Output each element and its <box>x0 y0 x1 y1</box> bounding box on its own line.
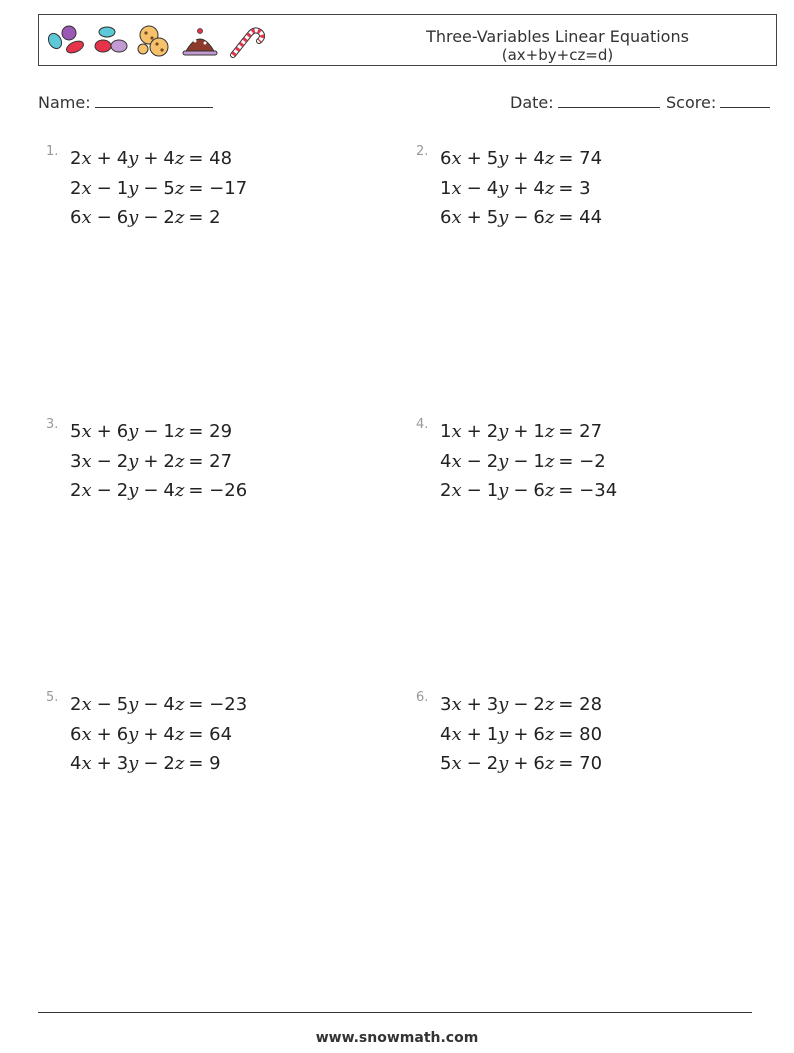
var-z: z <box>174 148 185 170</box>
op-1: + <box>96 753 112 775</box>
var-y: y <box>498 207 509 229</box>
equation-row <box>70 749 247 779</box>
coef-x: 2 <box>70 694 82 716</box>
op-1: − <box>466 480 482 502</box>
coef-x: 1 <box>440 421 452 443</box>
op-2: − <box>143 753 159 775</box>
op-2: + <box>513 148 529 170</box>
candy-cane-icon <box>233 30 262 55</box>
equation-system <box>70 417 247 506</box>
equation-lhs <box>440 690 554 720</box>
op-2: − <box>513 450 529 472</box>
subtitle-text: (ax+by+cz=d) <box>501 46 614 64</box>
coef-z: 2 <box>163 207 175 229</box>
equation-rhs: = 44 <box>558 207 603 229</box>
equation-lhs <box>440 447 554 477</box>
score-blank[interactable] <box>720 92 770 108</box>
date-blank[interactable] <box>558 92 660 108</box>
equation-lhs <box>70 174 184 204</box>
op-2: + <box>143 450 159 472</box>
var-y: y <box>128 480 139 502</box>
equation-rhs: = −2 <box>558 450 606 472</box>
var-x: x <box>451 450 462 472</box>
coef-z: 4 <box>163 148 175 170</box>
var-x: x <box>451 421 462 443</box>
op-1: − <box>96 450 112 472</box>
var-y: y <box>128 753 139 775</box>
problem-number: 3. <box>46 417 59 432</box>
op-2: − <box>513 207 529 229</box>
coef-y: 1 <box>486 723 499 745</box>
coef-x: 3 <box>440 694 452 716</box>
header-icons <box>45 23 265 63</box>
equation-lhs <box>70 144 184 174</box>
var-z: z <box>544 148 555 170</box>
var-y: y <box>128 421 139 443</box>
equation-rhs: = 29 <box>188 421 233 443</box>
op-1: − <box>466 177 482 199</box>
problem-number: 2. <box>416 144 429 159</box>
equation-lhs <box>440 476 554 506</box>
name-label: Name: <box>38 93 91 112</box>
equation-row <box>70 476 247 506</box>
op-2: − <box>143 207 159 229</box>
var-z: z <box>544 177 555 199</box>
coef-x: 2 <box>70 148 82 170</box>
var-x: x <box>81 177 92 199</box>
op-1: − <box>96 694 112 716</box>
title-text: Three-Variables Linear Equations <box>426 27 689 46</box>
var-y: y <box>128 177 139 199</box>
coef-y: 6 <box>116 421 129 443</box>
var-y: y <box>128 207 139 229</box>
coef-z: 1 <box>533 421 545 443</box>
score-label: Score: <box>666 93 717 112</box>
op-1: − <box>96 177 112 199</box>
coef-x: 2 <box>440 480 452 502</box>
coef-y: 1 <box>116 177 129 199</box>
equation-lhs <box>70 690 184 720</box>
coef-y: 1 <box>486 480 499 502</box>
score-field <box>666 92 770 112</box>
equation-rhs: = 64 <box>188 723 233 745</box>
equation-row <box>70 144 247 174</box>
coef-x: 4 <box>440 723 452 745</box>
coef-x: 1 <box>440 177 452 199</box>
coef-y: 6 <box>116 723 129 745</box>
var-z: z <box>174 694 185 716</box>
var-y: y <box>128 450 139 472</box>
var-z: z <box>544 450 555 472</box>
equation-row <box>70 203 247 233</box>
var-z: z <box>544 723 555 745</box>
equation-lhs <box>440 174 554 204</box>
coef-y: 5 <box>486 148 499 170</box>
equation-rhs: = −34 <box>558 480 618 502</box>
cookie-icon <box>138 26 168 56</box>
op-2: − <box>513 480 529 502</box>
coef-x: 6 <box>70 207 82 229</box>
var-x: x <box>81 148 92 170</box>
op-2: + <box>143 723 159 745</box>
equation-rhs: = 28 <box>558 694 603 716</box>
coef-z: 1 <box>533 450 545 472</box>
coef-z: 6 <box>533 723 545 745</box>
coef-z: 4 <box>163 723 175 745</box>
var-z: z <box>544 421 555 443</box>
var-y: y <box>128 723 139 745</box>
op-2: + <box>143 148 159 170</box>
equation-lhs <box>440 203 554 233</box>
equation-row <box>440 690 602 720</box>
equation-rhs: = −26 <box>188 480 248 502</box>
equation-row <box>440 144 602 174</box>
worksheet-header <box>38 14 777 66</box>
equation-row <box>440 476 617 506</box>
coef-z: 4 <box>163 480 175 502</box>
var-x: x <box>81 450 92 472</box>
equation-row <box>70 447 247 477</box>
coef-y: 2 <box>116 450 129 472</box>
equation-row <box>70 690 247 720</box>
equation-lhs <box>440 720 554 750</box>
date-label: Date: <box>510 93 554 112</box>
equation-lhs <box>70 476 184 506</box>
var-z: z <box>174 450 185 472</box>
op-1: + <box>466 148 482 170</box>
equation-rhs: = −23 <box>188 694 248 716</box>
equation-system <box>440 417 617 506</box>
equation-rhs: = 74 <box>558 148 603 170</box>
equation-rhs: = −17 <box>188 177 248 199</box>
equation-rhs: = 27 <box>188 450 233 472</box>
coef-x: 6 <box>440 207 452 229</box>
var-x: x <box>451 753 462 775</box>
equation-lhs <box>70 417 184 447</box>
worksheet-title <box>339 27 776 65</box>
op-1: + <box>466 207 482 229</box>
op-1: + <box>466 694 482 716</box>
coef-y: 2 <box>486 450 499 472</box>
equation-lhs <box>70 720 184 750</box>
equation-row <box>440 720 602 750</box>
coef-y: 3 <box>116 753 129 775</box>
coef-y: 2 <box>486 421 499 443</box>
op-1: + <box>466 421 482 443</box>
coef-x: 5 <box>70 421 82 443</box>
op-1: + <box>96 421 112 443</box>
coef-x: 4 <box>70 753 82 775</box>
var-x: x <box>451 148 462 170</box>
equation-rhs: = 27 <box>558 421 603 443</box>
coef-z: 6 <box>533 480 545 502</box>
op-1: + <box>96 723 112 745</box>
equation-rhs: = 80 <box>558 723 603 745</box>
var-z: z <box>174 480 185 502</box>
op-2: + <box>513 177 529 199</box>
candy-icon <box>46 26 85 55</box>
var-z: z <box>544 694 555 716</box>
var-z: z <box>544 480 555 502</box>
equation-lhs <box>70 203 184 233</box>
macaron-icon <box>95 27 127 52</box>
coef-z: 5 <box>163 177 175 199</box>
equation-row <box>70 720 247 750</box>
op-2: − <box>143 694 159 716</box>
coef-z: 4 <box>533 148 545 170</box>
coef-x: 6 <box>440 148 452 170</box>
op-1: − <box>96 207 112 229</box>
problem-number: 5. <box>46 690 59 705</box>
problem-number: 6. <box>416 690 429 705</box>
equation-system <box>70 690 247 779</box>
var-x: x <box>451 694 462 716</box>
equation-lhs <box>440 417 554 447</box>
equation-lhs <box>440 749 554 779</box>
var-y: y <box>128 148 139 170</box>
equation-row <box>440 417 617 447</box>
cake-icon <box>183 29 217 56</box>
var-z: z <box>174 753 185 775</box>
coef-x: 2 <box>70 480 82 502</box>
var-z: z <box>174 177 185 199</box>
coef-y: 2 <box>486 753 499 775</box>
equation-lhs <box>70 447 184 477</box>
equation-lhs <box>70 749 184 779</box>
coef-x: 3 <box>70 450 82 472</box>
coef-z: 4 <box>533 177 545 199</box>
var-x: x <box>81 694 92 716</box>
var-y: y <box>498 694 509 716</box>
coef-y: 4 <box>486 177 499 199</box>
var-z: z <box>174 421 185 443</box>
equation-rhs: = 48 <box>188 148 233 170</box>
op-2: − <box>513 694 529 716</box>
equation-rhs: = 9 <box>188 753 221 775</box>
var-y: y <box>498 723 509 745</box>
op-2: − <box>143 480 159 502</box>
coef-x: 2 <box>70 177 82 199</box>
var-x: x <box>81 421 92 443</box>
equation-row <box>440 447 617 477</box>
var-y: y <box>498 177 509 199</box>
op-1: − <box>466 753 482 775</box>
op-2: + <box>513 753 529 775</box>
equation-row <box>440 203 602 233</box>
var-y: y <box>498 753 509 775</box>
name-field <box>38 92 213 112</box>
op-2: + <box>513 421 529 443</box>
var-x: x <box>81 207 92 229</box>
equation-row <box>440 174 602 204</box>
footer-divider <box>38 1012 752 1013</box>
var-y: y <box>128 694 139 716</box>
var-y: y <box>498 421 509 443</box>
var-x: x <box>451 723 462 745</box>
footer-url: www.snowmath.com <box>315 1030 479 1046</box>
equation-system <box>440 144 602 233</box>
var-z: z <box>174 207 185 229</box>
op-2: − <box>143 421 159 443</box>
coef-z: 2 <box>163 753 175 775</box>
coef-y: 5 <box>486 207 499 229</box>
var-x: x <box>451 207 462 229</box>
problem-number: 1. <box>46 144 59 159</box>
op-1: + <box>96 148 112 170</box>
var-z: z <box>174 723 185 745</box>
coef-x: 5 <box>440 753 452 775</box>
coef-y: 4 <box>116 148 129 170</box>
coef-z: 6 <box>533 207 545 229</box>
equation-system <box>440 690 602 779</box>
problem-number: 4. <box>416 417 429 432</box>
coef-y: 6 <box>116 207 129 229</box>
coef-z: 4 <box>163 694 175 716</box>
var-x: x <box>81 753 92 775</box>
equation-row <box>440 749 602 779</box>
var-z: z <box>544 207 555 229</box>
var-x: x <box>81 723 92 745</box>
equation-rhs: = 2 <box>188 207 221 229</box>
equation-rhs: = 70 <box>558 753 603 775</box>
coef-y: 3 <box>486 694 499 716</box>
equation-lhs <box>440 144 554 174</box>
op-1: − <box>96 480 112 502</box>
coef-z: 6 <box>533 753 545 775</box>
var-x: x <box>451 177 462 199</box>
coef-z: 2 <box>163 450 175 472</box>
op-1: − <box>466 450 482 472</box>
op-2: + <box>513 723 529 745</box>
var-x: x <box>81 480 92 502</box>
var-x: x <box>451 480 462 502</box>
coef-x: 4 <box>440 450 452 472</box>
var-y: y <box>498 148 509 170</box>
var-y: y <box>498 450 509 472</box>
coef-y: 5 <box>116 694 129 716</box>
equation-row <box>70 174 247 204</box>
coef-y: 2 <box>116 480 129 502</box>
coef-x: 6 <box>70 723 82 745</box>
var-z: z <box>544 753 555 775</box>
coef-z: 2 <box>533 694 545 716</box>
name-blank[interactable] <box>95 92 213 108</box>
coef-z: 1 <box>163 421 175 443</box>
op-1: + <box>466 723 482 745</box>
equation-rhs: = 3 <box>558 177 591 199</box>
equation-row <box>70 417 247 447</box>
op-2: − <box>143 177 159 199</box>
date-field <box>510 92 660 112</box>
var-y: y <box>498 480 509 502</box>
equation-system <box>70 144 247 233</box>
